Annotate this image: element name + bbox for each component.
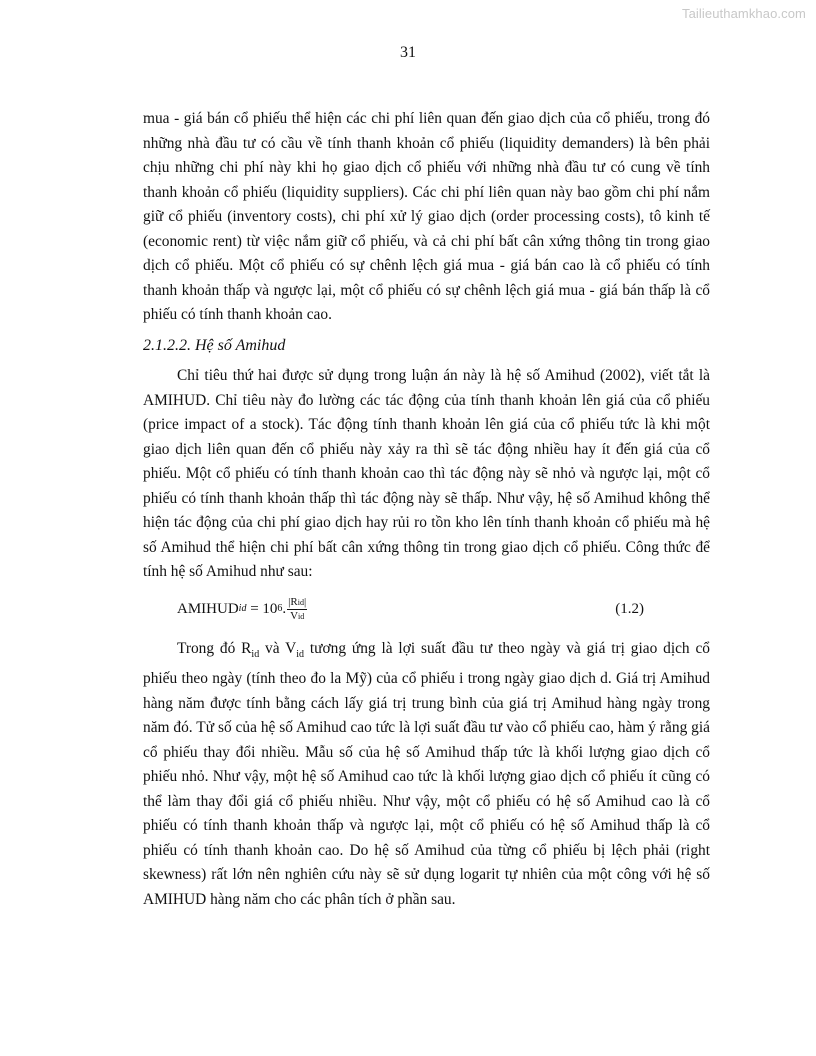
section-heading: 2.1.2.2. Hệ số Amihud [143,336,286,354]
formula-expression [177,596,307,623]
paragraph-2: Chỉ tiêu thứ hai được sử dụng trong luận án này là hệ số Amihud (2002), viết tắt là AMIHUD. Chỉ tiêu này đo lường các tác động của tính thanh khoản lên giá của cổ phiếu (price impact of a stock). Tác động tính thanh khoản lên giá của cổ phiếu tức là khi một giao dịch liên quan đến cổ phiếu này xảy ra thì sẽ tác động nhiều hay ít đến giá của cổ phiếu. Một cổ phiếu có tính thanh khoản cao thì tác động này sẽ nhỏ và ngược lại, một cổ phiếu có tính thanh khoản thấp thì tác động này sẽ thấp. Như vậy, hệ số Amihud không thể hiện tác động của chi phí giao dịch hay rủi ro tồn kho lên tính thanh khoản cổ phiếu mà hệ số Amihud thể hiện chi phí bất cân xứng thông tin trong giao dịch cổ phiếu. Công thức để tính hệ số Amihud như sau: [143,367,710,580]
formula-equals: = 10 [246,601,278,618]
paragraph-1: mua - giá bán cổ phiếu thể hiện các chi phí liên quan đến giao dịch của cổ phiếu, trong đó những nhà đầu tư có cầu về tính thanh khoản cổ phiếu (liquidity demanders) là bên phải chịu những chi phí này khi họ giao dịch cổ phiếu với những nhà đầu tư có cung về tính thanh khoản cổ phiếu (liquidity suppliers). Các chi phí liên quan này bao gồm chi phí nắm giữ cổ phiếu (inventory costs), chi phí xử lý giao dịch (order processing costs), tô kinh tế (economic rent) từ việc nắm giữ cổ phiếu, và cả chi phí bất cân xứng thông tin trong giao dịch cổ phiếu. Một cổ phiếu có sự chênh lệch giá mua - giá bán cao là cổ phiếu có tính thanh khoản thấp và ngược lại, một cổ phiếu có sự chênh lệch giá mua - giá bán thấp là cổ phiếu có tính thanh khoản cao. [143,110,710,323]
formula-numerator: |Rid| [288,596,307,608]
formula-lhs-subscript: id [238,603,247,615]
formula-lhs: AMIHUD [177,601,239,618]
watermark: Tailieuthamkhao.com [681,6,806,21]
formula-dot: . [282,601,287,618]
formula-fraction [287,596,307,623]
formula-denominator: Vid [290,610,305,622]
paragraph-3: Trong đó $R_{id}$ và $V_{id}$ tương ứng là lợi suất đầu tư theo ngày và giá trị giao dịch cổ phiếu theo ngày (tính theo đo la Mỹ) của cổ phiếu i trong ngày giao dịch d. Giá trị Amihud hàng năm được tính bằng cách lấy giá trị trung bình của giá trị Amihud hàng ngày trong năm đó. Tử số của hệ số Amihud cao tức là lợi suất đầu tư vào cổ phiếu cao, hàm ý rằng giá cổ phiếu thay đổi nhiều. Mẫu số của hệ số Amihud thấp tức là khối lượng giao dịch cổ phiếu nhỏ. Như vậy, một hệ số Amihud cao tức là khối lượng giao dịch cổ phiếu ít cũng có thể làm thay đổi giá cổ phiếu nhiều. Như vậy, một cổ phiếu có hệ số Amihud cao là cổ phiếu có tính thanh khoản thấp và ngược lại, một cổ phiếu có hệ số Amihud thấp là cổ phiếu có tính thanh khoản cao. Do hệ số Amihud của từng cổ phiếu bị lệch phải (right skewness) rất lớn nên nghiên cứu này sẽ sử dụng logarit tự nhiên của một công với hệ số AMIHUD hàng năm cho các phân tích ở phần sau. [143,639,710,908]
document-body [143,107,710,912]
page-number: 31 [400,44,416,61]
equation-number: (1.2) [615,601,644,618]
formula-exponent: 6 [277,603,283,615]
amihud-formula [143,593,710,627]
